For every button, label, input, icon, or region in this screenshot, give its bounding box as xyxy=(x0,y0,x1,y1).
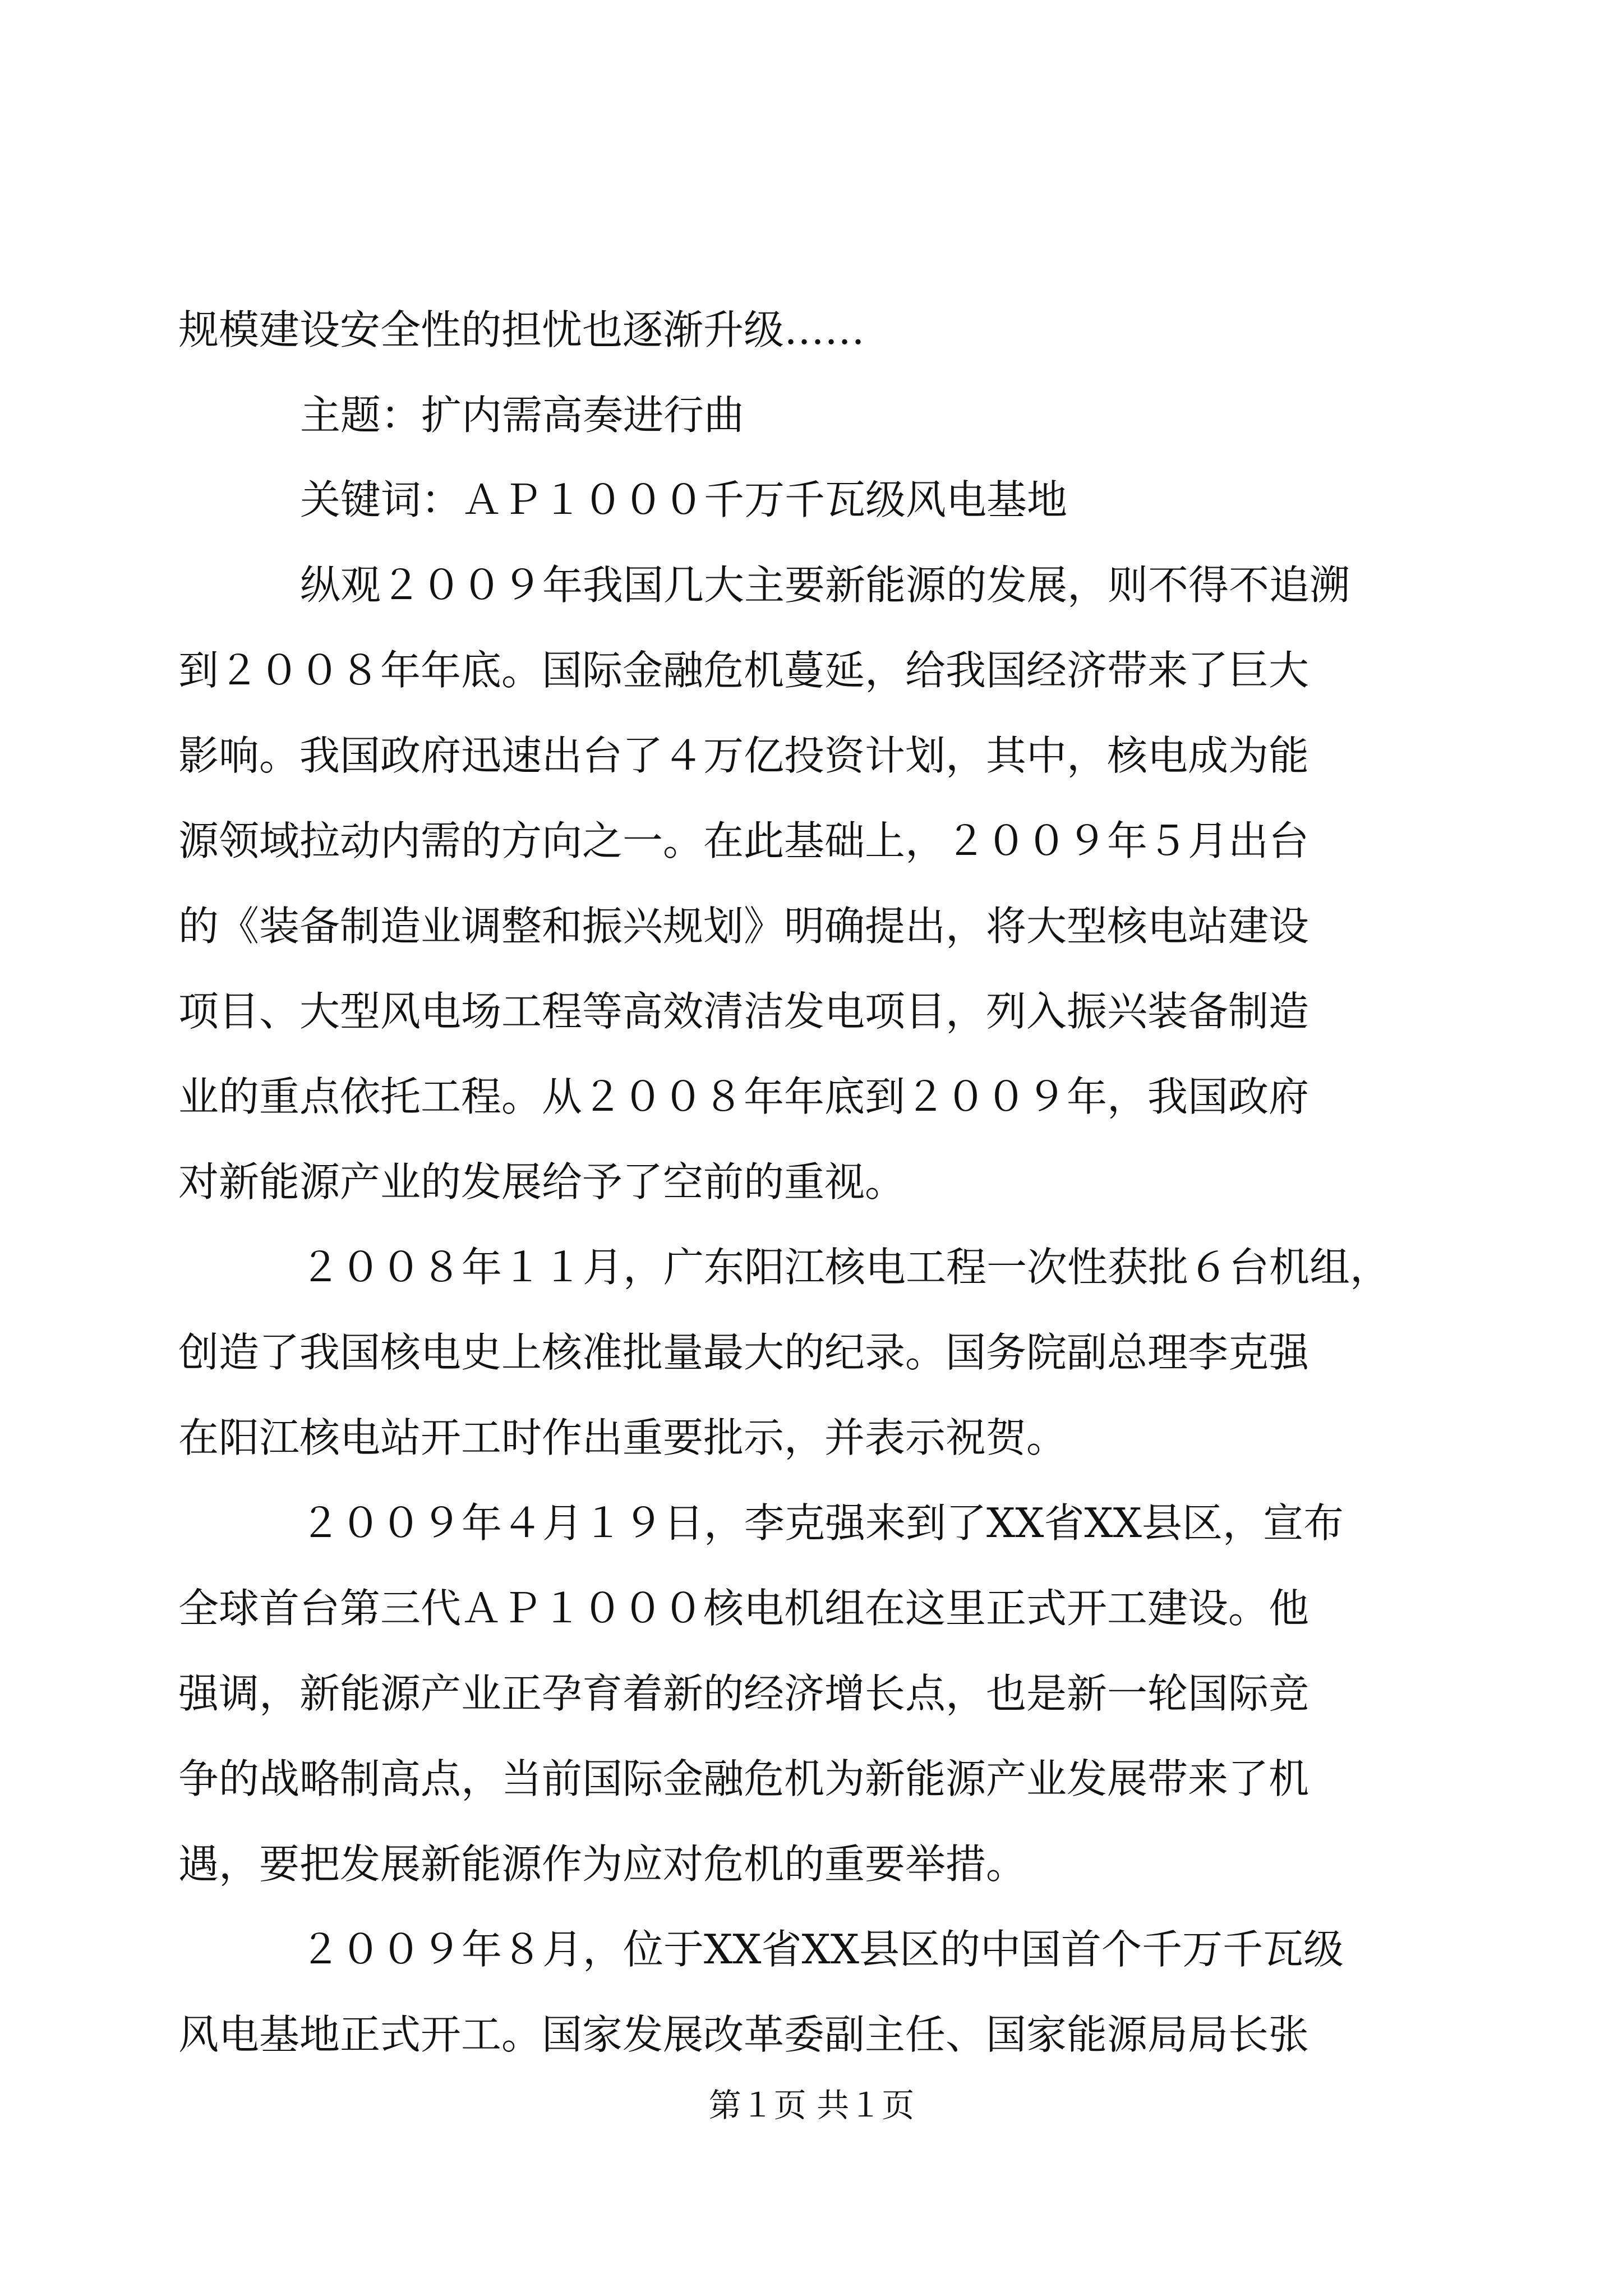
text-line: 的《装备制造业调整和振兴规划》明确提出，将大型核电站建设 xyxy=(178,903,1310,950)
text-line: 全球首台第三代ＡＰ１０００核电机组在这里正式开工建设。他 xyxy=(178,1585,1310,1632)
text-line: 遇，要把发展新能源作为应对危机的重要举措。 xyxy=(178,1841,1027,1888)
text-line: 影响。我国政府迅速出台了４万亿投资计划，其中，核电成为能 xyxy=(178,732,1310,779)
text-line: 业的重点依托工程。从２００８年年底到２００９年，我国政府 xyxy=(178,1073,1310,1120)
text-line: ２００９年４月１９日，李克强来到了XX省XX县区，宣布 xyxy=(300,1499,1344,1547)
text-line: 对新能源产业的发展给予了空前的重视。 xyxy=(178,1158,906,1205)
text-line: 强调，新能源产业正孕育着新的经济增长点，也是新一轮国际竞 xyxy=(178,1670,1310,1717)
text-line: 争的战略制高点，当前国际金融危机为新能源产业发展带来了机 xyxy=(178,1755,1310,1802)
text-line: ２００８年１１月，广东阳江核电工程一次性获批６台机组， xyxy=(300,1244,1391,1291)
text-line: 纵观２００９年我国几大主要新能源的发展，则不得不追溯 xyxy=(300,562,1350,609)
text-line: 风电基地正式开工。国家发展改革委副主任、国家能源局局长张 xyxy=(178,2011,1310,2058)
text-line: 主题：扩内需高奏进行曲 xyxy=(300,392,745,439)
text-line: 关键词：ＡＰ１０００千万千瓦级风电基地 xyxy=(300,476,1068,523)
text-line: 创造了我国核电史上核准批量最大的纪录。国务院副总理李克强 xyxy=(178,1329,1310,1376)
text-line: ２００９年８月，位于XX省XX县区的中国首个千万千瓦级 xyxy=(300,1926,1344,1973)
text-line: 项目、大型风电场工程等高效清洁发电项目，列入振兴装备制造 xyxy=(178,988,1310,1035)
text-line: 源领域拉动内需的方向之一。在此基础上，２００９年５月出台 xyxy=(178,817,1310,864)
text-line: 到２００８年年底。国际金融危机蔓延，给我国经济带来了巨大 xyxy=(178,647,1310,694)
text-line: 规模建设安全性的担忧也逐渐升级…… xyxy=(178,306,865,353)
text-line: 在阳江核电站开工时作出重要批示，并表示祝贺。 xyxy=(178,1414,1067,1461)
page-footer: 第１页 共１页 xyxy=(708,2086,915,2124)
